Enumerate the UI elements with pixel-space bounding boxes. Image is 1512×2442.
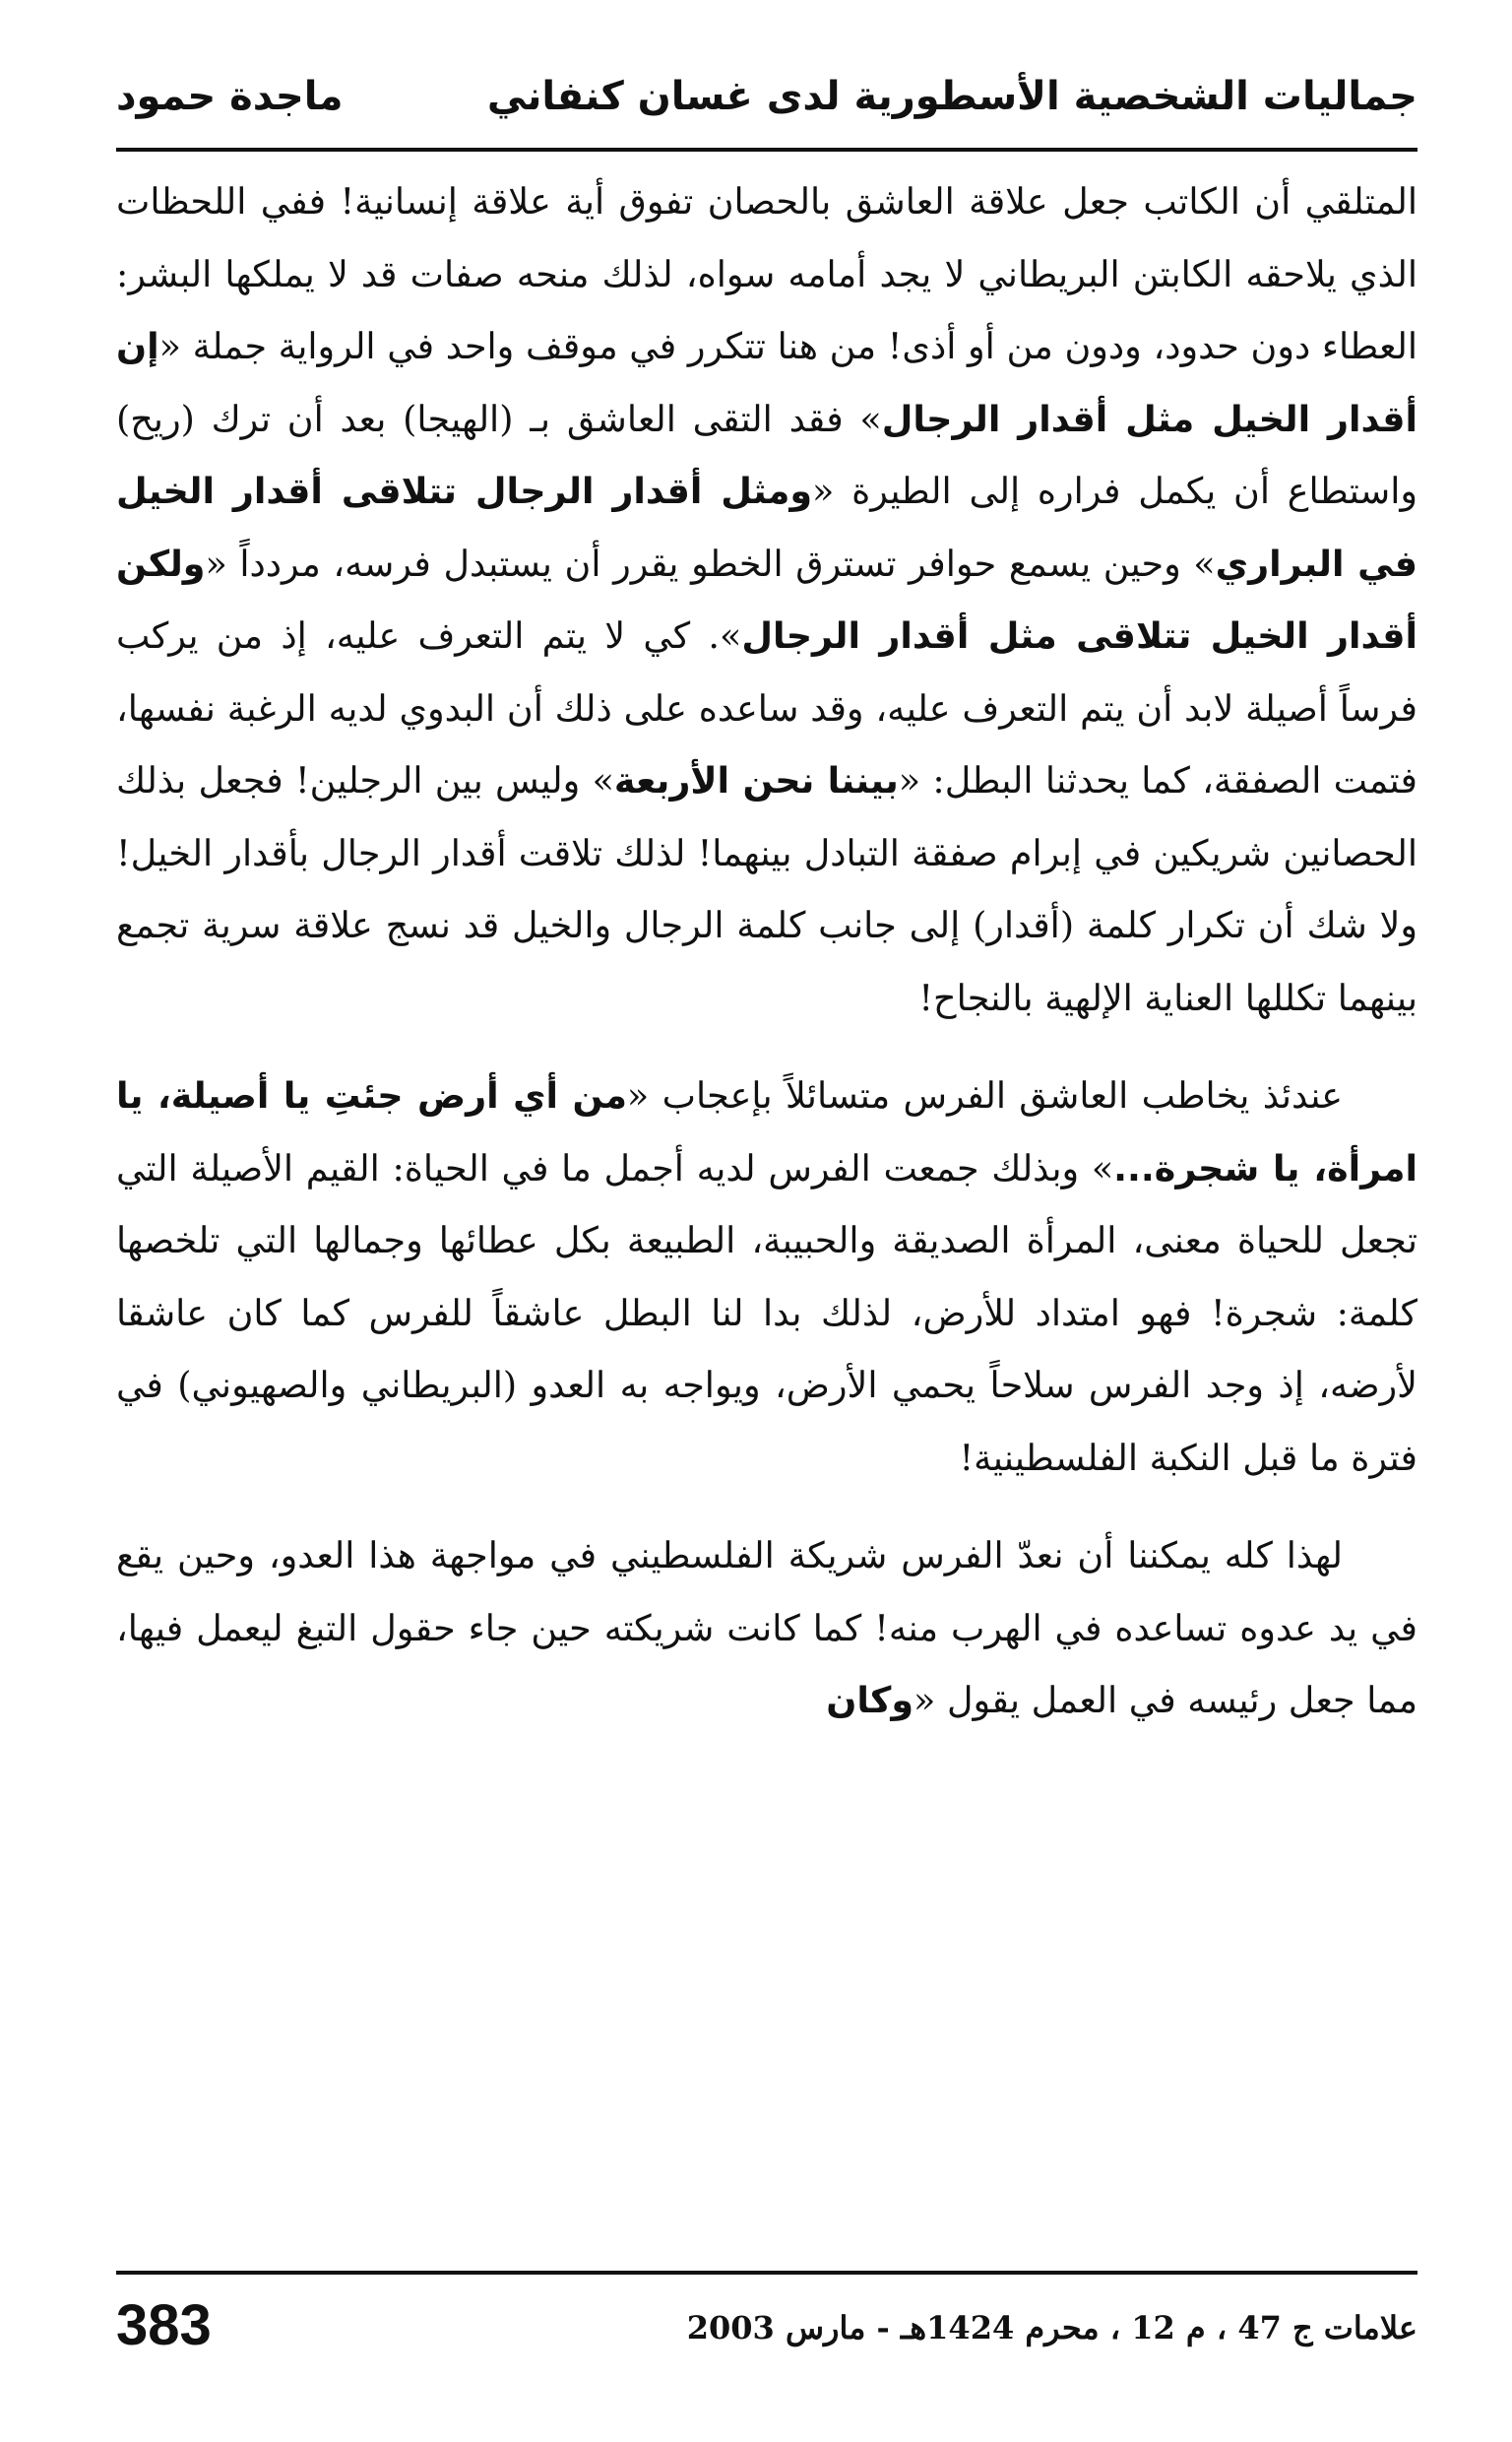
quoted-phrase: وكان — [826, 1679, 914, 1721]
paragraph-3 — [116, 1519, 1418, 1737]
paragraph-spacer — [116, 1034, 1418, 1060]
footer-rule — [116, 2271, 1418, 2275]
page-number: 383 — [116, 2293, 212, 2357]
text-run: المتلقي أن الكاتب جعل علاقة العاشق بالحصان تفوق أية علاقة إنسانية! ففي اللحظات الذي يلاحقه الكابتن البريطاني لا يجد أمامه سواه، لذلك منحه صفات قد لا يملكها البشر: العطاء دون حدود، ودون من أو أذى! من هنا تتكرر في موقف واحد في الرواية جملة « — [116, 180, 1418, 367]
article-body — [116, 165, 1418, 1737]
header-rule — [116, 148, 1418, 152]
paragraph-1 — [116, 165, 1418, 1034]
quoted-phrase: بيننا نحن الأربعة — [613, 759, 899, 802]
quoted-phrase: من أي أرض جئتِ يا أصيلة، يا امرأة، يا شجرة... — [116, 1074, 1418, 1189]
text-run: » فقد التقى العاشق بـ (الهيجا) بعد أن ترك (ريح) واستطاع أن يكمل فراره إلى الطيرة « — [116, 397, 1418, 512]
quoted-phrase: ومثل أقدار الرجال تتلاقى أقدار الخيل في البراري — [116, 470, 1418, 585]
page-footer — [116, 2284, 1418, 2383]
paragraph-spacer — [116, 1494, 1418, 1519]
article-author: ماجدة حمود — [116, 74, 344, 119]
text-run: لهذا كله يمكننا أن نعدّ الفرس شريكة الفلسطيني في مواجهة هذا العدو، وحين يقع في يد عدوه تساعده في الهرب منه! كما كانت شريكته حين جاء حقول التبغ ليعمل فيها، مما جعل رئيسه في العمل يقول « — [116, 1534, 1418, 1721]
quoted-phrase: ولكن أقدار الخيل تتلاقى مثل أقدار الرجال — [116, 542, 1418, 657]
quoted-phrase: إن أقدار الخيل مثل أقدار الرجال — [116, 325, 1418, 440]
journal-issue-info: علامات ج 47 ، م 12 ، محرم 1424هـ - مارس 2003 — [686, 2309, 1418, 2346]
text-run: » وليس بين الرجلين! فجعل بذلك الحصانين شريكين في إبرام صفقة التبادل بينهما! لذلك تلاقت أقدار الرجال بأقدار الخيل! ولا شك أن تكرار كلمة (أقدار) إلى جانب كلمة الرجال والخيل قد نسج علاقة سرية تجمع بينهما تكللها العناية الإلهية بالنجاح! — [116, 759, 1418, 1019]
text-run: » وبذلك جمعت الفرس لديه أجمل ما في الحياة: القيم الأصيلة التي تجعل للحياة معنى، المرأة الصديقة والحبيبة، الطبيعة بكل عطائها وجمالها التي تلخصها كلمة: شجرة! فهو امتداد للأرض، لذلك بدا لنا البطل عاشقاً للفرس كما كان عاشقا لأرضه، إذ وجد الفرس سلاحاً يحمي الأرض، ويواجه به العدو (البريطاني والصهيوني) في فترة ما قبل النكبة الفلسطينية! — [116, 1146, 1418, 1479]
text-run: » وحين يسمع حوافر تسترق الخطو يقرر أن يستبدل فرسه، مردداً « — [205, 542, 1216, 585]
text-run: عندئذ يخاطب العاشق الفرس متسائلاً بإعجاب « — [626, 1074, 1343, 1117]
paragraph-2 — [116, 1060, 1418, 1494]
running-head — [116, 57, 1418, 156]
text-run: ». كي لا يتم التعرف عليه، إذ من يركب فرساً أصيلة لابد أن يتم التعرف عليه، وقد ساعده على ذلك أن البدوي لديه الرغبة نفسها، فتمت الصفقة، كما يحدثنا البطل: « — [116, 614, 1418, 802]
article-title: جماليات الشخصية الأسطورية لدى غسان كنفاني — [486, 74, 1418, 119]
